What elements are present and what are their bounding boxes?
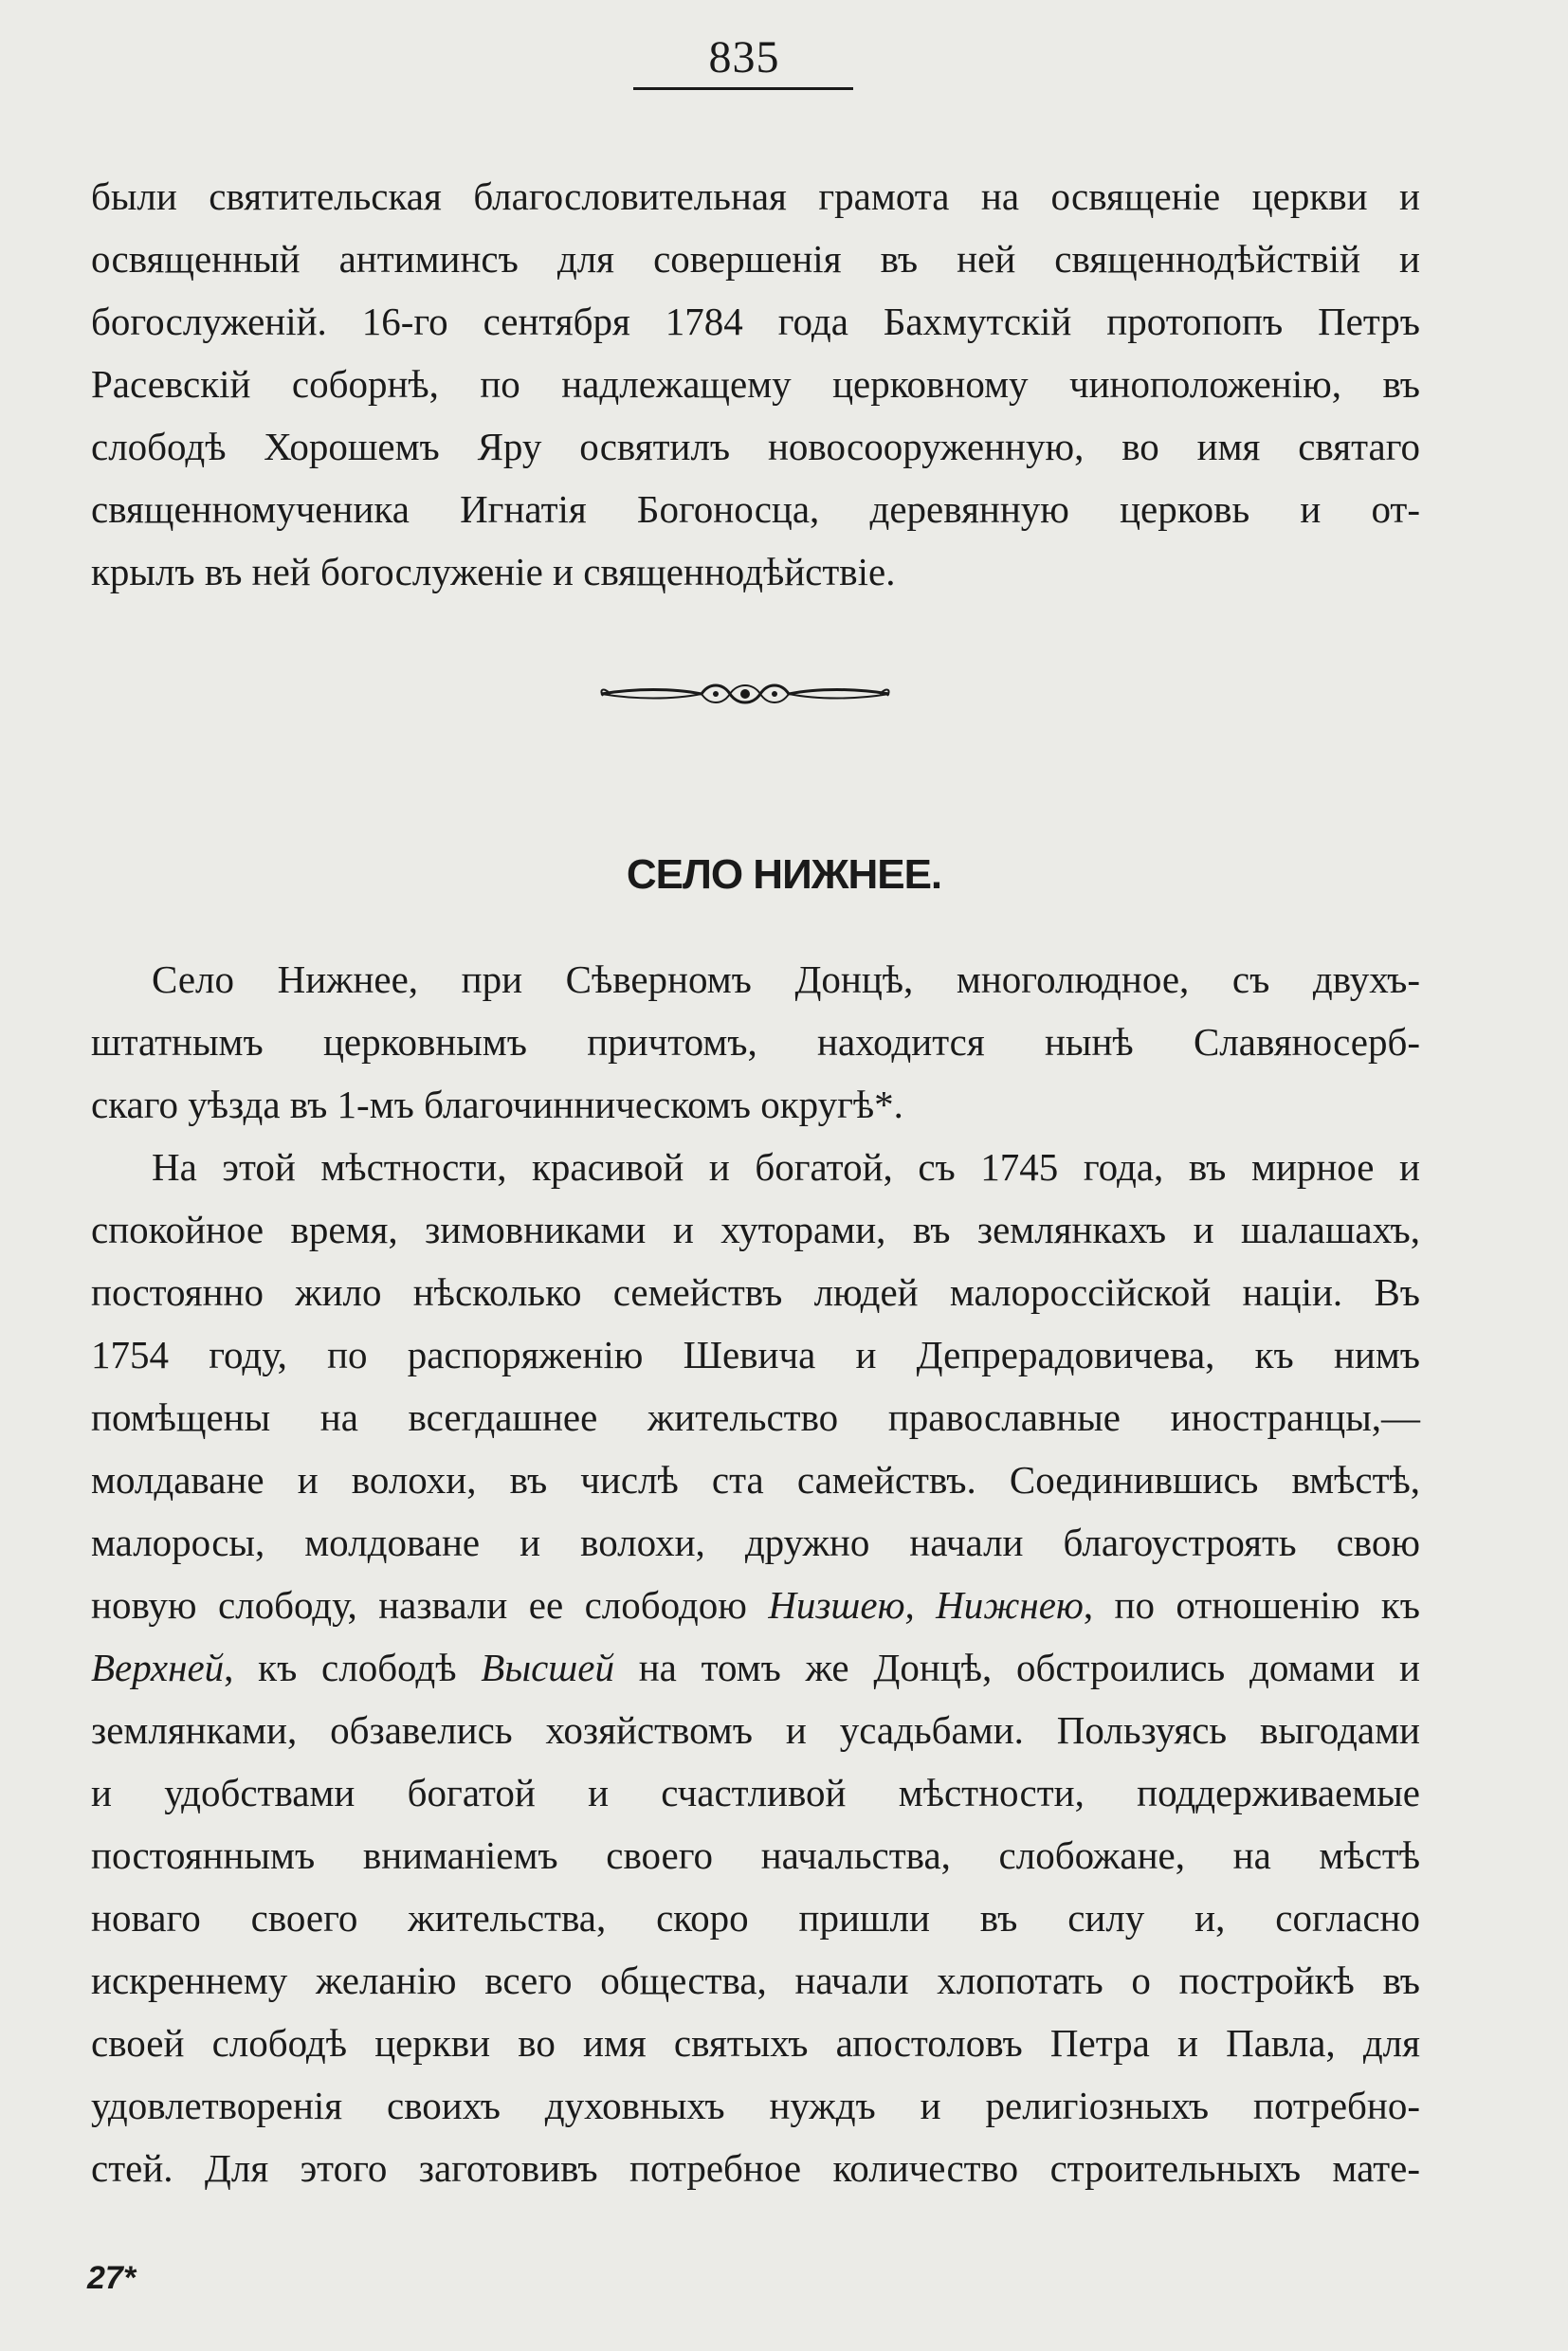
text-line	[91, 1636, 1420, 1699]
text-line: постоянно жило нѣсколько семействъ людей малороссійской націи. Въ	[91, 1270, 1420, 1314]
text-line: богослуженій. 16-го сентября 1784 года Бахмутскій протопопъ Петръ	[91, 300, 1420, 343]
text-line: спокойное время, зимовниками и хуторами, въ землянкахъ и шалашахъ,	[91, 1208, 1420, 1251]
text-line: малоросы, молдоване и волохи, дружно начали благоустроять свою	[91, 1521, 1420, 1564]
text-line: Расевскій соборнѣ, по надлежащему церковному чиноположенію, въ	[91, 362, 1420, 406]
text-line: новаго своего жительства, скоро пришли въ силу и, согласно	[91, 1896, 1420, 1940]
text-line: 1754 году, по распоряженію Шевича и Депрерадовичева, къ нимъ	[91, 1333, 1420, 1376]
text-line: штатнымъ церковнымъ причтомъ, находится нынѣ Славяносерб-	[91, 1020, 1420, 1064]
text-line: удовлетворенія своихъ духовныхъ нуждъ и религіозныхъ потребно-	[91, 2084, 1420, 2127]
italic-place-name: Высшей	[481, 1646, 614, 1689]
text-line: были святительская благословительная грамота на освященіе церкви и	[91, 174, 1420, 218]
text-line: слободѣ Хорошемъ Яру освятилъ новосооруженную, во имя святаго	[91, 425, 1420, 468]
page-number-rule	[633, 87, 853, 90]
text-line: освященный антиминсъ для совершенія въ ней священнодѣйствій и	[91, 237, 1420, 281]
text-line: искреннему желанію всего общества, начали хлопотать о постройкѣ въ	[91, 1959, 1420, 2002]
text-line: своей слободѣ церкви во имя святыхъ апостоловъ Петра и Павла, для	[91, 2021, 1420, 2065]
text-run: , по отношенію къ	[1083, 1583, 1420, 1627]
text-run: на томъ же Донцѣ, обстроились домами и	[613, 1646, 1420, 1689]
text-line: скаго уѣзда въ 1-мъ благочинническомъ округѣ*.	[91, 1083, 903, 1126]
text-line: помѣщены на всегдашнее жительство православные иностранцы,—	[91, 1395, 1420, 1439]
text-line: Село Нижнее, при Сѣверномъ Донцѣ, многолюдное, съ двухъ-	[152, 957, 1420, 1001]
text-run: , къ слободѣ	[224, 1646, 482, 1689]
page-number: 835	[708, 32, 780, 82]
text-line: стей. Для этого заготовивъ потребное количество строительныхъ мате-	[91, 2146, 1420, 2190]
text-line: крылъ въ ней богослуженіе и священнодѣйствіе.	[91, 550, 896, 593]
text-line: молдаване и волохи, въ числѣ ста самействъ. Соединившись вмѣстѣ,	[91, 1458, 1420, 1502]
text-line: священномученика Игнатія Богоносца, деревянную церковь и от-	[91, 487, 1420, 531]
text-line: и удобствами богатой и счастливой мѣстности, поддерживаемые	[91, 1771, 1420, 1814]
italic-place-name: Верхней	[91, 1646, 225, 1689]
text-line: постояннымъ вниманіемъ своего начальства, слобожане, на мѣстѣ	[91, 1833, 1420, 1877]
text-line: На этой мѣстности, красивой и богатой, съ 1745 года, въ мирное и	[152, 1145, 1420, 1189]
section-heading: СЕЛО НИЖНЕЕ.	[626, 851, 942, 898]
text-line	[91, 1574, 1420, 1636]
ornamental-divider-icon	[597, 675, 893, 713]
printer-signature-mark: 27*	[87, 2260, 137, 2296]
text-run: новую слободу, назвали ее слободою	[91, 1583, 769, 1627]
italic-place-name: Низшею, Нижнею	[768, 1583, 1084, 1627]
text-line: землянками, обзавелись хозяйствомъ и усадьбами. Пользуясь выгодами	[91, 1708, 1420, 1752]
